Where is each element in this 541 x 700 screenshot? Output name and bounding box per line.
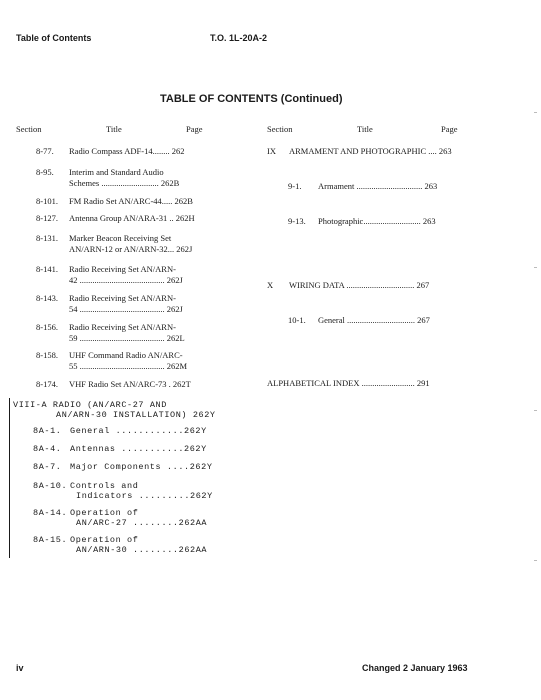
toc-entry-number: 8-101. [36, 196, 58, 206]
toc-section-title: WIRING DATA ................................ 267 [289, 280, 430, 290]
toc-entry-number: 8-77. [36, 146, 54, 156]
toc-entry-title-cont: 54 ........................................ 262J [69, 304, 183, 314]
toc-entry-number: 10-1. [288, 315, 306, 325]
toc-entry-title: Marker Beacon Receiving Set [69, 233, 172, 243]
toc-entry-title: General ............262Y [70, 426, 207, 436]
toc-entry-title: Radio Receiving Set AN/ARN- [69, 293, 176, 303]
toc-entry-number: 8A-15. [33, 535, 68, 545]
toc-entry-number: 8A-14. [33, 508, 68, 518]
toc-entry-title: Operation of [70, 508, 139, 518]
toc-entry-number: 8-127. [36, 213, 58, 223]
scan-mark [534, 267, 537, 268]
toc-entry-title: Operation of [70, 535, 139, 545]
toc-entry-number: 8-95. [36, 167, 54, 177]
toc-section-number: X [267, 280, 274, 290]
toc-entry-number: 8-131. [36, 233, 58, 243]
toc-entry-title: General ................................ 267 [318, 315, 430, 325]
toc-entry-title: VHF Radio Set AN/ARC-73 . 262T [69, 379, 191, 389]
toc-entry-number: 8A-7. [33, 462, 62, 472]
scan-mark [534, 112, 537, 113]
scan-mark [534, 410, 537, 411]
toc-entry-number: 8-158. [36, 350, 58, 360]
toc-entry-title: Armament ............................... 263 [318, 181, 438, 191]
page-number: iv [16, 663, 24, 673]
page-title: TABLE OF CONTENTS (Continued) [160, 93, 343, 105]
toc-entry-title: Radio Receiving Set AN/ARN- [69, 264, 176, 274]
toc-entry-title-cont: AN/ARN-12 or AN/ARN-32... 262J [69, 244, 193, 254]
scan-mark [534, 560, 537, 561]
toc-entry-title-cont: Indicators .........262Y [76, 491, 213, 501]
toc-entry-title: Antennas ...........262Y [70, 444, 207, 454]
toc-section-number: IX [267, 146, 276, 156]
left-col-section-header: Section [16, 124, 42, 134]
running-header-left: Table of Contents [16, 33, 92, 43]
toc-entry-title: Radio Receiving Set AN/ARN- [69, 322, 176, 332]
toc-entry-number: 8-156. [36, 322, 58, 332]
toc-entry-title: UHF Command Radio AN/ARC- [69, 350, 183, 360]
toc-entry-title: Antenna Group AN/ARA-31 .. 262H [69, 213, 195, 223]
alphabetical-index-entry: ALPHABETICAL INDEX ......................... 291 [267, 378, 430, 388]
toc-entry-title: Radio Compass ADF-14........ 262 [69, 146, 185, 156]
right-col-section-header: Section [267, 124, 293, 134]
toc-entry-title-cont: 59 ........................................ 262L [69, 333, 185, 343]
left-col-page-header: Page [186, 124, 203, 134]
running-header-center: T.O. 1L-20A-2 [210, 33, 268, 43]
toc-entry-title-cont: 55 ........................................ 262M [69, 361, 188, 371]
toc-entry-number: 9-1. [288, 181, 302, 191]
section-viii-a-heading-cont: AN/ARN-30 INSTALLATION) 262Y [56, 410, 216, 420]
toc-section-title: ARMAMENT AND PHOTOGRAPHIC .... 263 [289, 146, 452, 156]
toc-entry-title: Interim and Standard Audio [69, 167, 164, 177]
left-col-title-header: Title [106, 124, 122, 134]
right-col-title-header: Title [357, 124, 373, 134]
change-notice: Changed 2 January 1963 [362, 663, 468, 673]
toc-entry-number: 8A-4. [33, 444, 62, 454]
section-viii-a-heading: VIII-A RADIO (AN/ARC-27 AND [13, 400, 167, 410]
toc-entry-title-cont: AN/ARN-30 ........262AA [76, 545, 208, 555]
toc-entry-title: FM Radio Set AN/ARC-44..... 262B [69, 196, 193, 206]
revision-bar [9, 398, 10, 558]
toc-entry-number: 8A-10. [33, 481, 68, 491]
right-col-page-header: Page [441, 124, 458, 134]
toc-entry-number: 8-174. [36, 379, 58, 389]
toc-entry-number: 9-13. [288, 216, 306, 226]
toc-entry-number: 8A-1. [33, 426, 62, 436]
toc-entry-title-cont: AN/ARC-27 ........262AA [76, 518, 208, 528]
toc-entry-title: Controls and [70, 481, 139, 491]
toc-entry-number: 8-143. [36, 293, 58, 303]
toc-entry-number: 8-141. [36, 264, 58, 274]
toc-entry-title: Major Components ....262Y [70, 462, 213, 472]
toc-entry-title: Photographic........................... 263 [318, 216, 436, 226]
toc-entry-title-cont: Schemes ........................... 262B [69, 178, 180, 188]
toc-entry-title-cont: 42 ........................................ 262J [69, 275, 183, 285]
